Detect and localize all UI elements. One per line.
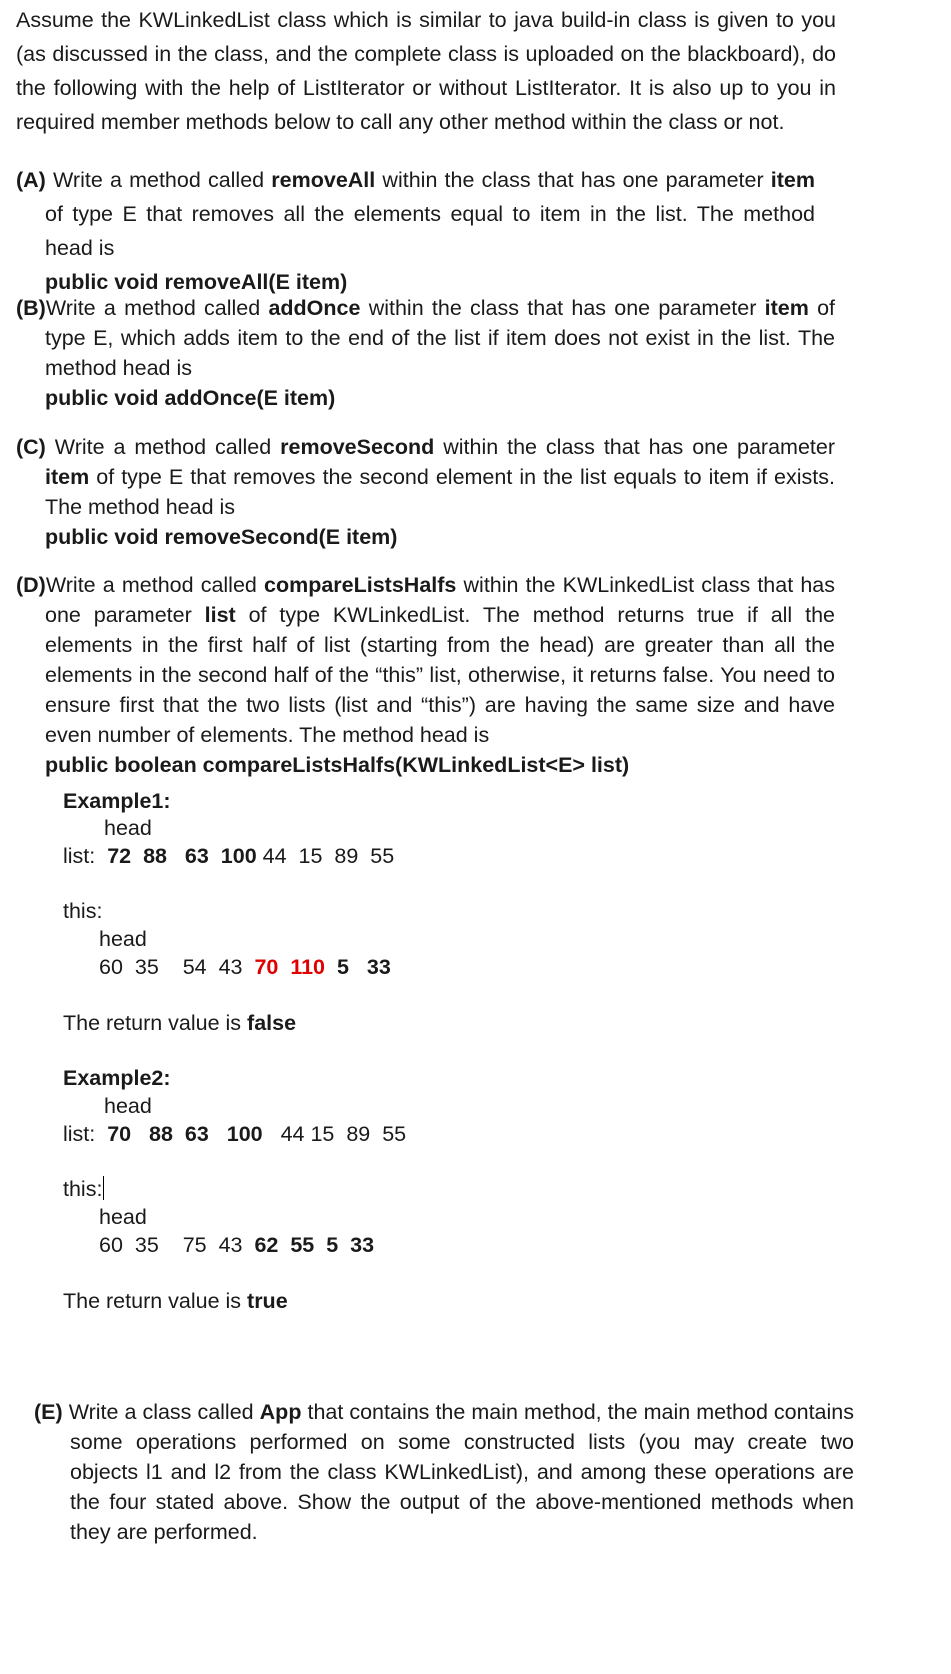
example1-this-row: 60 35 54 43 70 110 5 33 <box>99 955 391 979</box>
part-e-label: (E) <box>34 1400 63 1424</box>
example2-this-row: 60 35 75 43 62 55 5 33 <box>99 1233 375 1257</box>
part-b-label: (B) <box>16 296 46 320</box>
example2-list-row: list: 70 88 63 100 44 15 89 55 <box>63 1122 407 1146</box>
part-d-method-head: public boolean compareListsHalfs(KWLinkedList<E> list) <box>45 753 630 777</box>
part-b-method-head: public void addOnce(E item) <box>45 386 336 410</box>
part-a-label: (A) <box>16 168 46 192</box>
example1-this-label: this: <box>63 899 103 923</box>
example2-this-head-label: head <box>99 1205 147 1229</box>
intro-paragraph: Assume the KWLinkedList class which is similar to java build-in class is given to you (as discussed in the class, and the complete class is uploaded on the blackboard), do the following with the help of ListIterator or without ListIterator. It is also up to you in required member methods below to call any other method within the class or not. <box>16 8 836 134</box>
part-d-label: (D) <box>16 573 46 597</box>
example1-result: The return value is false <box>63 1011 297 1035</box>
text-cursor <box>103 1176 104 1200</box>
example1-title: Example1: <box>63 789 171 813</box>
part-a-method-head: public void removeAll(E item) <box>45 270 348 294</box>
example2-list-head-label: head <box>104 1094 152 1118</box>
part-c-label: (C) <box>16 435 46 459</box>
example1-list-row: list: 72 88 63 100 44 15 89 55 <box>63 844 395 868</box>
part-e-paragraph: (E) Write a class called App that contains the main method, the main method contains some operations performed on some constructed lists (you may create two objects l1 and l2 from the class KWLinkedList), and among these operations are the four stated above. Show the output of the above-mentioned methods when they are performed. <box>34 1400 855 1544</box>
part-c-method-name: removeSecond <box>280 435 435 459</box>
part-c-method-head: public void removeSecond(E item) <box>45 525 398 549</box>
example1-this-head-label: head <box>99 927 147 951</box>
example2-this-label: this: <box>63 1177 103 1201</box>
example1-list-head-label: head <box>104 816 152 840</box>
example2-result: The return value is true <box>63 1289 288 1313</box>
part-e-class-name: App <box>259 1400 302 1424</box>
example2-title: Example2: <box>63 1066 171 1090</box>
part-d-method-name: compareListsHalfs <box>264 573 457 597</box>
part-d-paragraph: (D)Write a method called compareListsHalfs within the KWLinkedList class that has one parameter list of type KWLinkedList. The method returns true if all the elements in the first half of list (starting from the head) are greater than all the elements in the second half of the “this” list, otherwise, it returns false. You need to ensure first that the two lists (list and “this”) are having the same size and have even number of elements. The method head is public boolean compareListsHalfs(KWLinkedList<E> list) <box>16 573 835 777</box>
part-c-paragraph: (C) Write a method called removeSecond within the class that has one parameter item of type E that removes the second element in the list equals to item if exists. The method head is public void removeSecond(E item) <box>16 435 836 549</box>
part-b-paragraph: (B)Write a method called addOnce within the class that has one parameter item of type E, which adds item to the end of the list if item does not exist in the list. The method head is public void addOnce(E item) <box>16 296 836 410</box>
part-a-paragraph: (A) Write a method called removeAll within the class that has one parameter item of type E that removes all the elements equal to item in the list. The method head is public void removeAll(E item) <box>16 168 816 294</box>
part-a-method-name: removeAll <box>271 168 376 192</box>
part-b-method-name: addOnce <box>268 296 361 320</box>
